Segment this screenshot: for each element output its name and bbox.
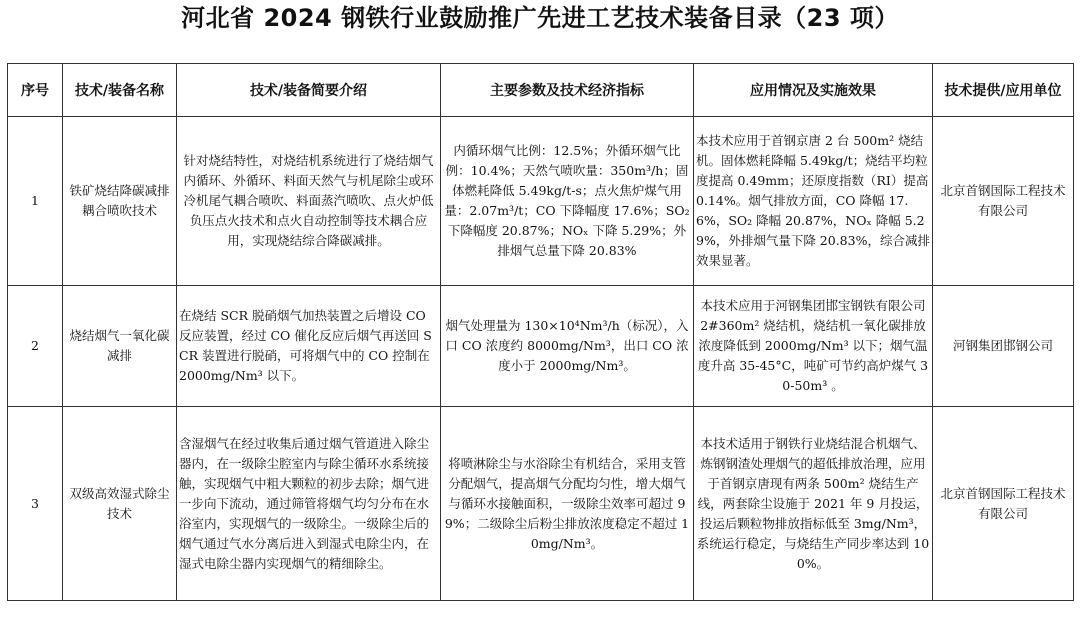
cell-effect: 本技术应用于首钢京唐 2 台 500m² 烧结机。固体燃耗降幅 5.49kg/t；烧结平均粒度提高 0.49mm；还原度指数（RI）提高 0.14%。烟气排放方面，CO 降幅 17.6%，SO₂ 降幅 20.87%，NOₓ 降幅 5.29%，外排烟气量下降 20.83%，综合减排效果显著。 <box>694 117 933 286</box>
table-row <box>8 286 1074 407</box>
cell-index: 1 <box>8 117 63 286</box>
cell-effect: 本技术适用于钢铁行业烧结混合机烟气、炼钢钢渣处理烟气的超低排放治理，应用于首钢京唐现有两条 500m² 烧结生产线，两套除尘设施于 2021 年 9 月投运，投运后颗粒物排放指标低至 3mg/Nm³，系统运行稳定，与烧结生产同步率达到 100%。 <box>694 407 933 601</box>
cell-name: 双级高效湿式除尘技术 <box>63 407 177 601</box>
header-intro: 技术/装备简要介绍 <box>177 64 441 117</box>
table-row <box>8 407 1074 601</box>
header-effect: 应用情况及实施效果 <box>694 64 933 117</box>
header-row <box>8 64 1074 117</box>
cell-name: 烧结烟气一氧化碳减排 <box>63 286 177 407</box>
cell-params: 将喷淋除尘与水浴除尘有机结合，采用支管分配烟气，提高烟气分配均匀性，增大烟气与循环水接触面积，一级除尘效率可超过 99%；二级除尘后粉尘排放浓度稳定不超过 10mg/Nm³。 <box>441 407 694 601</box>
cell-index: 3 <box>8 407 63 601</box>
catalog-table <box>7 63 1074 601</box>
header-params: 主要参数及技术经济指标 <box>441 64 694 117</box>
cell-params: 烟气处理量为 130×10⁴Nm³/h（标况），入口 CO 浓度约 8000mg/Nm³，出口 CO 浓度小于 2000mg/Nm³。 <box>441 286 694 407</box>
cell-provider: 北京首钢国际工程技术有限公司 <box>933 407 1074 601</box>
header-index: 序号 <box>8 64 63 117</box>
cell-name: 铁矿烧结降碳减排耦合喷吹技术 <box>63 117 177 286</box>
cell-provider: 北京首钢国际工程技术有限公司 <box>933 117 1074 286</box>
header-provider: 技术提供/应用单位 <box>933 64 1074 117</box>
header-name: 技术/装备名称 <box>63 64 177 117</box>
page-title: 河北省 2024 钢铁行业鼓励推广先进工艺技术装备目录（23 项） <box>181 4 899 32</box>
cell-intro: 在烧结 SCR 脱硝烟气加热装置之后增设 CO 反应装置，经过 CO 催化反应后烟气再送回 SCR 装置进行脱硝，可将烟气中的 CO 控制在 2000mg/Nm³ 以下。 <box>177 286 441 407</box>
cell-provider: 河钢集团邯钢公司 <box>933 286 1074 407</box>
cell-intro: 含湿烟气在经过收集后通过烟气管道进入除尘器内，在一级除尘腔室内与除尘循环水系统接触，实现烟气中粗大颗粒的初步去除；烟气进一步向下流动，通过筛管将烟气均匀分布在水浴室内，实现烟气的一级除尘。一级除尘后的烟气通过气水分离后进入到湿式电除尘内，在湿式电除尘器内实现烟气的精细除尘。 <box>177 407 441 601</box>
table-row <box>8 117 1074 286</box>
cell-params: 内循环烟气比例：12.5%；外循环烟气比例：10.4%；天然气喷吹量：350m³/h；固体燃耗降低 5.49kg/t-s；点火焦炉煤气用量：2.07m³/t；CO 下降幅度 17.6%；SO₂ 下降幅度 20.87%；NOₓ 下降 5.29%；外排烟气总量下降 20.83% <box>441 117 694 286</box>
cell-intro: 针对烧结特性，对烧结机系统进行了烧结烟气内循环、外循环、料面天然气与机尾除尘或环冷机尾气耦合喷吹、料面蒸汽喷吹、点火炉低负压点火技术和点火自动控制等技术耦合应用，实现烧结综合降碳减排。 <box>177 117 441 286</box>
cell-index: 2 <box>8 286 63 407</box>
cell-effect: 本技术应用于河钢集团邯宝钢铁有限公司 2#360m² 烧结机，烧结机一氧化碳排放浓度降低到 2000mg/Nm³ 以下；烟气温度升高 35-45°C，吨矿可节约高炉煤气 30-50m³ 。 <box>694 286 933 407</box>
